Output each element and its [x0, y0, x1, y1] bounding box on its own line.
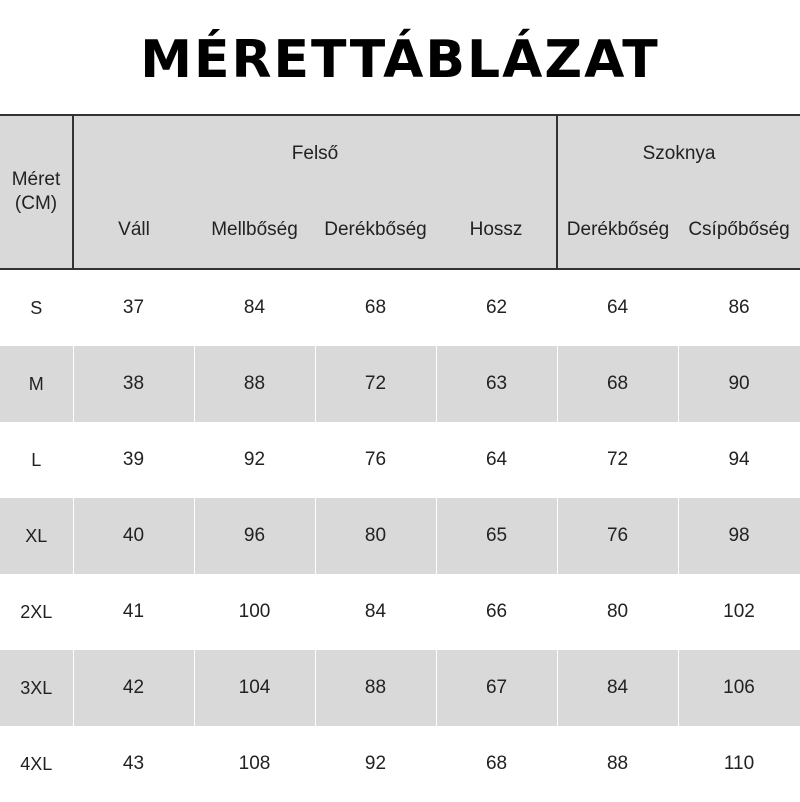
table-cell: 72 [557, 422, 678, 498]
table-cell: 94 [678, 422, 800, 498]
table-cell: 102 [678, 574, 800, 650]
table-cell: 88 [557, 726, 678, 802]
table-cell: 65 [436, 498, 557, 574]
table-cell: 92 [315, 726, 436, 802]
table-cell: 98 [678, 498, 800, 574]
table-cell: 92 [194, 422, 315, 498]
column-header-hip: Csípőbőség [678, 192, 800, 269]
table-cell: 68 [557, 346, 678, 422]
table-cell: 86 [678, 269, 800, 346]
table-cell: 62 [436, 269, 557, 346]
table-cell: 88 [194, 346, 315, 422]
table-cell: 64 [436, 422, 557, 498]
table-cell: 90 [678, 346, 800, 422]
table-cell: 110 [678, 726, 800, 802]
table-cell: 40 [73, 498, 194, 574]
table-cell: 41 [73, 574, 194, 650]
table-cell: 39 [73, 422, 194, 498]
table-cell: 84 [315, 574, 436, 650]
size-cell: 3XL [0, 650, 73, 726]
size-cell: M [0, 346, 73, 422]
table-row [0, 650, 800, 726]
size-chart-table [0, 114, 800, 802]
column-header-length: Hossz [436, 192, 557, 269]
table-cell: 42 [73, 650, 194, 726]
table-cell: 66 [436, 574, 557, 650]
column-header-waist-top: Derékbőség [315, 192, 436, 269]
group-header-top: Felső [73, 115, 557, 192]
table-cell: 64 [557, 269, 678, 346]
table-cell: 84 [557, 650, 678, 726]
column-header-shoulder: Váll [73, 192, 194, 269]
table-row [0, 422, 800, 498]
table-cell: 88 [315, 650, 436, 726]
size-cell: 4XL [0, 726, 73, 802]
table-row [0, 346, 800, 422]
size-column-header: Méret (CM) [0, 115, 73, 269]
table-cell: 76 [557, 498, 678, 574]
size-cell: XL [0, 498, 73, 574]
table-cell: 67 [436, 650, 557, 726]
size-cell: S [0, 269, 73, 346]
table-row [0, 498, 800, 574]
table-cell: 63 [436, 346, 557, 422]
table-cell: 72 [315, 346, 436, 422]
table-row [0, 269, 800, 346]
column-header-bust: Mellbőség [194, 192, 315, 269]
table-cell: 100 [194, 574, 315, 650]
table-cell: 108 [194, 726, 315, 802]
table-cell: 43 [73, 726, 194, 802]
table-cell: 37 [73, 269, 194, 346]
size-cell: L [0, 422, 73, 498]
table-cell: 68 [315, 269, 436, 346]
table-cell: 80 [315, 498, 436, 574]
table-row [0, 726, 800, 802]
table-cell: 76 [315, 422, 436, 498]
table-cell: 106 [678, 650, 800, 726]
table-cell: 80 [557, 574, 678, 650]
column-header-waist-skirt: Derékbőség [557, 192, 678, 269]
table-cell: 84 [194, 269, 315, 346]
table-cell: 96 [194, 498, 315, 574]
size-cell: 2XL [0, 574, 73, 650]
table-cell: 38 [73, 346, 194, 422]
page-title: MÉRETTÁBLÁZAT [140, 30, 660, 90]
table-row [0, 574, 800, 650]
table-cell: 104 [194, 650, 315, 726]
group-header-skirt: Szoknya [557, 115, 800, 192]
table-cell: 68 [436, 726, 557, 802]
